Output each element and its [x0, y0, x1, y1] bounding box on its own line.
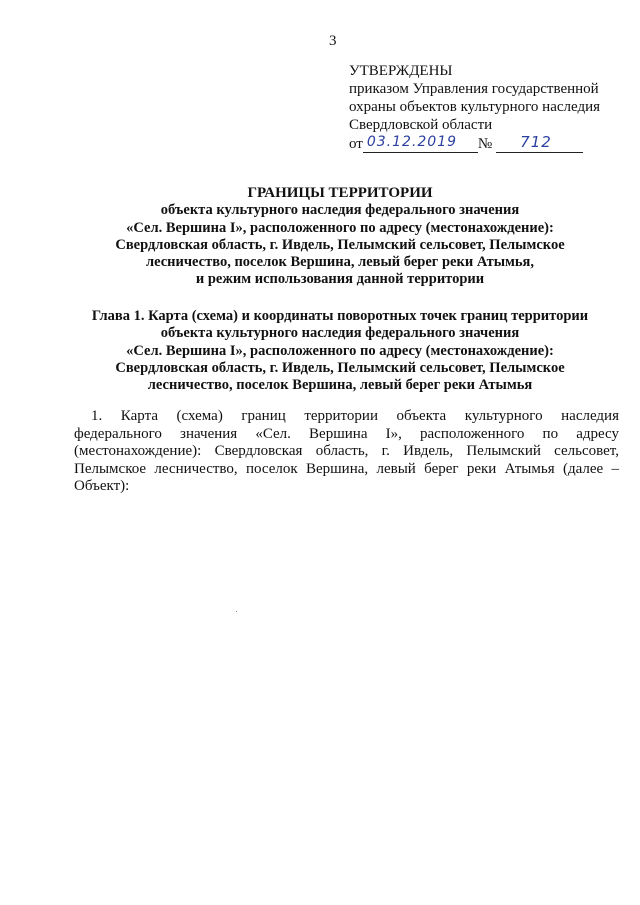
handwritten-date: 03.12.2019	[366, 134, 458, 150]
paragraph-line: Объект):	[74, 478, 130, 495]
chapter-line: Глава 1. Карта (схема) и координаты поворотных точек границ территории	[91, 308, 589, 324]
approval-line: охраны объектов культурного наследия	[349, 99, 601, 115]
chapter-line: Свердловская область, г. Ивдель, Пелымский сельсовет, Пелымское	[115, 359, 565, 376]
title-line: и режим использования данной территории	[195, 271, 485, 288]
page-number: 3	[329, 33, 337, 49]
approval-date-number-line	[349, 135, 619, 153]
title-line: лесничество, поселок Вершина, левый берег реки Атымья,	[145, 254, 535, 271]
body-paragraph	[74, 408, 619, 496]
approval-line: Свердловской области	[349, 117, 493, 133]
number-prefix: №	[477, 136, 493, 152]
chapter-heading	[60, 308, 620, 394]
number-field	[496, 135, 583, 153]
title-line: Свердловская область, г. Ивдель, Пелымский сельсовет, Пелымское	[115, 236, 565, 253]
approval-line: приказом Управления государственной	[349, 81, 599, 97]
approval-heading: УТВЕРЖДЕНЫ	[349, 63, 453, 79]
chapter-line: лесничество, поселок Вершина, левый берег реки Атымья	[147, 377, 533, 394]
title-line: «Сел. Вершина I», расположенного по адресу (местонахождение):	[126, 219, 554, 236]
paragraph-line: Пелымское лесничество, поселок Вершина, левый берег реки Атымья (далее –	[74, 460, 619, 477]
paragraph-line: федерального значения «Сел. Вершина I», расположенного по адресу	[74, 425, 619, 442]
chapter-line: «Сел. Вершина I», расположенного по адресу (местонахождение):	[126, 342, 554, 359]
paragraph-line: 1. Карта (схема) границ территории объекта культурного наследия	[91, 408, 619, 424]
handwritten-number: 712	[520, 133, 552, 151]
scan-speck	[236, 611, 237, 612]
date-prefix: от	[349, 136, 363, 152]
chapter-line: объекта культурного наследия федерального значения	[160, 325, 520, 342]
title-line: объекта культурного наследия федерального значения	[160, 202, 520, 219]
approval-stamp	[349, 62, 619, 153]
date-field	[363, 135, 478, 153]
document-title	[60, 185, 620, 289]
paragraph-line: (местонахождение): Свердловская область, г. Ивдель, Пелымский сельсовет,	[74, 443, 619, 460]
title-heading: ГРАНИЦЫ ТЕРРИТОРИИ	[247, 185, 433, 201]
